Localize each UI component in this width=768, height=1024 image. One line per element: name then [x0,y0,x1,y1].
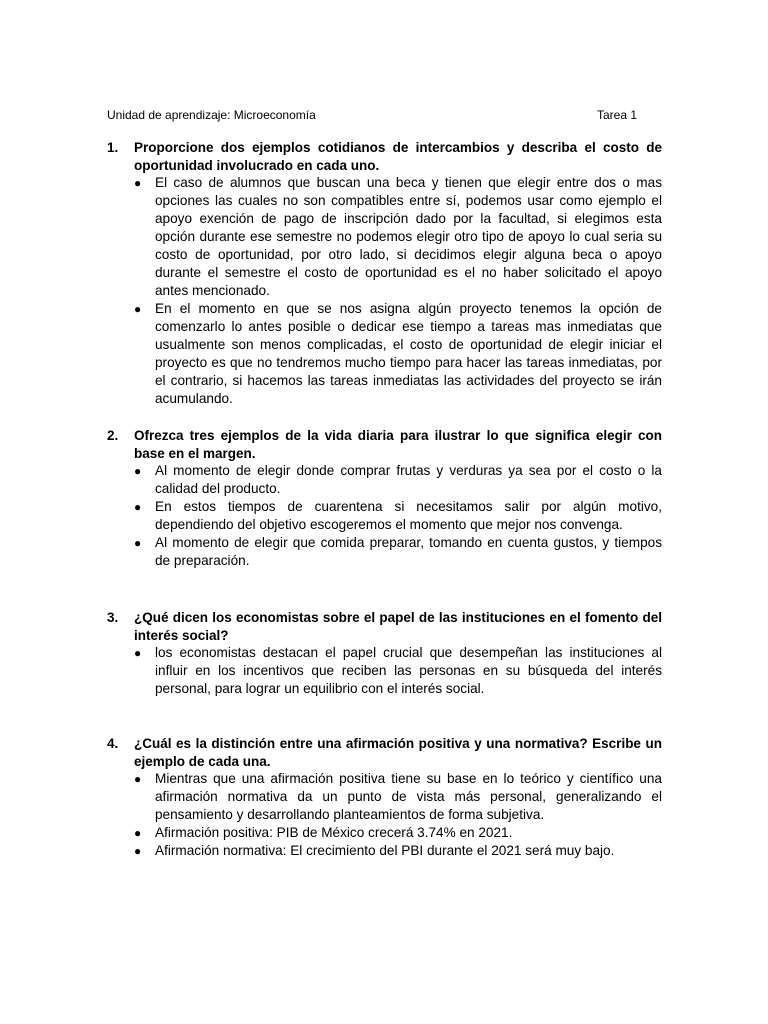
answer-item [107,824,662,842]
answer-list [107,770,662,860]
answer-list [107,174,662,408]
answer-text: Al momento de elegir donde comprar frutas y verduras ya sea por el costo o la calidad del producto. [155,463,662,496]
question-number: 4. [107,736,119,751]
answer-text: Afirmación normativa: El crecimiento del PBI durante el 2021 será muy bajo. [155,843,615,858]
answer-text: El caso de alumnos que buscan una beca y tienen que elegir entre dos o mas opciones las cuales no son compatibles entre sí, podemos usar como ejemplo el apoyo exención de pago de inscripción dado por la facultad, si elegimos esta opción durante ese semestre no podemos elegir otro tipo de apoyo lo cual seria su costo de oportunidad, por otro lado, si decidimos elegir alguna beca o apoyo durante el semestre el costo de oportunidad es el no haber solicitado el apoyo antes mencionado. [155,175,662,298]
answer-text: Mientras que una afirmación positiva tiene su base en lo teórico y científico una afirmación normativa da un punto de vista más personal, generalizando el pensamiento y desarrollando planteamientos de forma subjetiva. [155,771,662,822]
answer-item [107,300,662,408]
answer-item [107,174,662,300]
question-number: 2. [107,428,119,443]
question-number: 1. [107,140,119,155]
answer-item [107,462,662,498]
bullet-icon: ● [134,844,142,858]
question-4 [107,735,662,860]
page-header [107,104,655,126]
answer-list [107,462,662,570]
bullet-icon: ● [134,772,142,786]
bullet-icon: ● [134,500,142,514]
question-text: Ofrezca tres ejemplos de la vida diaria para ilustrar lo que significa elegir con base en el margen. [134,428,662,461]
question-2 [107,427,662,570]
bullet-icon: ● [134,464,142,478]
bullet-icon: ● [134,302,142,316]
answer-text: En el momento en que se nos asigna algún proyecto tenemos la opción de comenzarlo lo antes posible o dedicar ese tiempo a tareas mas inmediatas que usualmente son menos complicadas, el costo de oportunidad de elegir iniciar el proyecto es que no tendremos mucho tiempo para hacer las tareas inmediatas, por el contrario, si hacemos las tareas inmediatas las actividades del proyecto se irán acumulando. [155,301,662,406]
bullet-icon: ● [134,826,142,840]
question-title [107,139,662,174]
question-number: 3. [107,610,119,625]
answer-item [107,498,662,534]
answer-text: Afirmación positiva: PIB de México crecerá 3.74% en 2021. [155,825,513,840]
question-1 [107,139,662,408]
answer-item [107,842,662,860]
question-title [107,735,662,770]
bullet-icon: ● [134,536,142,550]
answer-item [107,534,662,570]
question-title [107,427,662,462]
course-unit-label: Unidad de aprendizaje: Microeconomía [107,108,316,122]
answer-list [107,644,662,698]
question-text: Proporcione dos ejemplos cotidianos de intercambios y describa el costo de oportunidad involucrado en cada uno. [134,140,662,173]
bullet-icon: ● [134,646,142,660]
answer-item [107,644,662,698]
question-3 [107,609,662,698]
bullet-icon: ● [134,176,142,190]
question-text: ¿Cuál es la distinción entre una afirmación positiva y una normativa? Escribe un ejemplo de cada una. [134,736,662,769]
question-text: ¿Qué dicen los economistas sobre el papel de las instituciones en el fomento del interés social? [134,610,662,643]
answer-text: En estos tiempos de cuarentena si necesitamos salir por algún motivo, dependiendo del objetivo escogeremos el momento que mejor nos convenga. [155,499,662,532]
answer-text: Al momento de elegir que comida preparar, tomando en cuenta gustos, y tiempos de preparación. [155,535,662,568]
task-label: Tarea 1 [597,108,638,122]
answer-item [107,770,662,824]
question-title [107,609,662,644]
answer-text: los economistas destacan el papel crucial que desempeñan las instituciones al influir en los incentivos que reciben las personas en su búsqueda del interés personal, para lograr un equilibrio con el interés social. [155,645,662,696]
